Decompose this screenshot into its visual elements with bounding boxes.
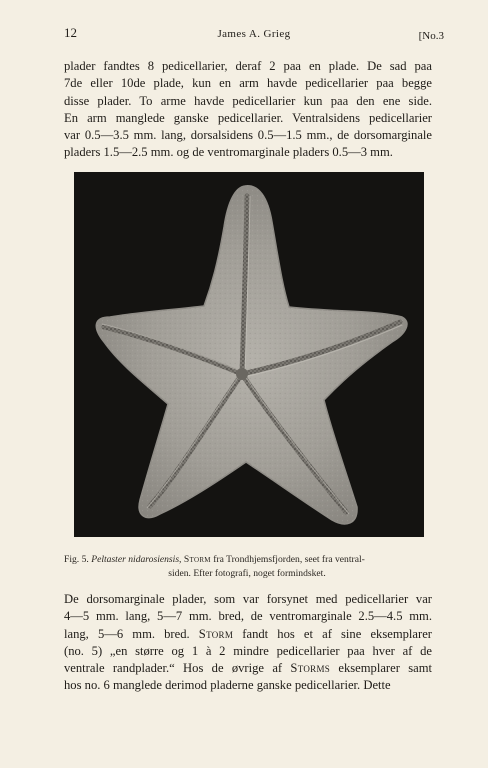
text-line: (no. 5) „en større og 1 à 2 mindre pedicellarier paa hver af de: [64, 643, 432, 658]
text-segment: ventrale randplader.“ Hos de øvrige af: [64, 661, 291, 676]
running-header: [64, 25, 444, 45]
paragraph-bottom: [64, 591, 432, 695]
figure-caption: [64, 553, 430, 581]
starfish-illustration: [74, 172, 424, 537]
text-line: De dorsomarginale plader, som var forsynet med pedicellarier var: [64, 592, 432, 606]
text-line: 4—5 mm. lang, 5—7 mm. bred, de ventromarginale 2.5—4.5 mm.: [64, 609, 432, 624]
text-segment: fandt hos et af sine eksemplarer: [233, 626, 432, 641]
text-line: plader fandtes 8 pedicellarier, deraf 2 paa en plade. De sad paa: [64, 59, 432, 73]
running-author: James A. Grieg: [217, 28, 291, 40]
starfish-photograph: [74, 172, 424, 537]
text-line: hos no. 6 manglede derimod pladerne ganske pedicellarier. Dette: [64, 678, 391, 693]
text-line: [64, 626, 432, 643]
series-number: [No.3: [418, 30, 444, 42]
species-authority: Storm: [183, 554, 211, 565]
text-line: En arm manglede ganske pedicellarier. Ventralsidens pedicellarier: [64, 110, 432, 125]
text-line: disse plader. To arme havde pedicellarier kun paa den ene side.: [64, 93, 432, 108]
caption-line-1: [64, 553, 430, 567]
page-number: 12: [64, 25, 77, 40]
caption-text: fra Trondhjemsfjorden, seet fra ventral-: [213, 554, 365, 565]
species-name: Peltaster nidarosiensis,: [91, 554, 182, 565]
text-line: 7de eller 10de plade, kun en arm havde pedicellarier paa begge: [64, 76, 432, 91]
text-line: [64, 660, 432, 677]
caption-line-2: siden. Efter fotografi, noget formindsket.: [168, 568, 326, 579]
author-name: Storms: [290, 661, 331, 676]
text-segment: eksemplarer samt: [330, 661, 432, 676]
text-segment: lang, 5—6 mm. bred.: [64, 626, 199, 641]
author-name: Storm: [198, 626, 234, 641]
text-line: pladers 1.5—2.5 mm. og de ventromarginale pladers 0.5—3 mm.: [64, 145, 393, 160]
figure-label: Fig. 5.: [64, 554, 89, 565]
paragraph-top: [64, 58, 432, 162]
text-line: var 0.5—3.5 mm. lang, dorsalsidens 0.5—1.5 mm., de dorsomarginale: [64, 128, 432, 143]
